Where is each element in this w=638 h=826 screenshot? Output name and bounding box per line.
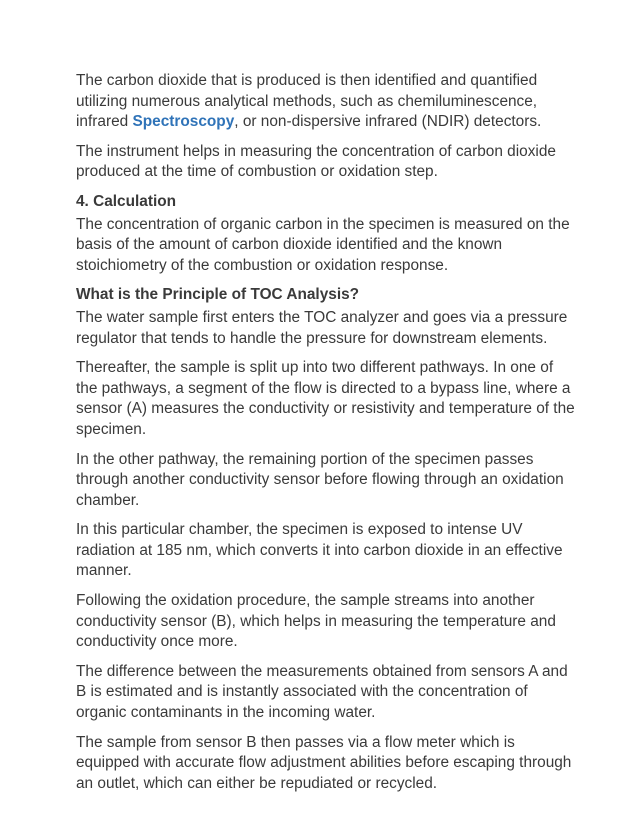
heading-calculation: 4. Calculation [76, 192, 177, 210]
paragraph-flow-meter: The sample from sensor B then passes via a flow meter which is equipped with accurate flow adjustment abilities before escaping through an outlet, which can either be repudiated or recycled. [76, 733, 572, 792]
paragraph-instrument-measure: The instrument helps in measuring the concentration of carbon dioxide produced at the time of combustion or oxidation step. [76, 142, 556, 181]
paragraph-text: The carbon dioxide that is produced is then identified and quantified utilizing numerous analytical methods, such as chemiluminescence, infrared [76, 72, 538, 131]
spectroscopy-link[interactable]: Spectroscopy [132, 113, 235, 131]
paragraph-text: , or non-dispersive infrared (NDIR) detectors. [234, 113, 542, 131]
paragraph-difference: The difference between the measurements obtained from sensors A and B is estimated and is instantly associated with the concentration of organic contaminants in the incoming water. [76, 662, 568, 722]
paragraph-sample-enters: The water sample first enters the TOC analyzer and goes via a pressure regulator that tends to handle the pressure for downstream elements. [76, 308, 568, 347]
paragraph-uv-chamber: In this particular chamber, the specimen is exposed to intense UV radiation at 185 nm, which converts it into carbon dioxide in an effective manner. [76, 521, 563, 580]
paragraph-other-pathway: In the other pathway, the remaining portion of the specimen passes through another conductivity sensor before flowing through an oxidation chamber. [76, 450, 564, 509]
heading-principle: What is the Principle of TOC Analysis? [76, 286, 360, 304]
paragraph-calculation: The concentration of organic carbon in the specimen is measured on the basis of the amount of carbon dioxide identified and the known stoichiometry of the combustion or oxidation response. [76, 215, 570, 274]
paragraph-detection-methods [76, 71, 578, 133]
paragraph-oxidation-sensor-b: Following the oxidation procedure, the sample streams into another conductivity sensor (B), which helps in measuring the temperature and conductivity once more. [76, 592, 556, 651]
paragraph-pathways: Thereafter, the sample is split up into two different pathways. In one of the pathways, a segment of the flow is directed to a bypass line, where a sensor (A) measures the conductivity or resistivity and temperature of the specimen. [76, 359, 575, 438]
